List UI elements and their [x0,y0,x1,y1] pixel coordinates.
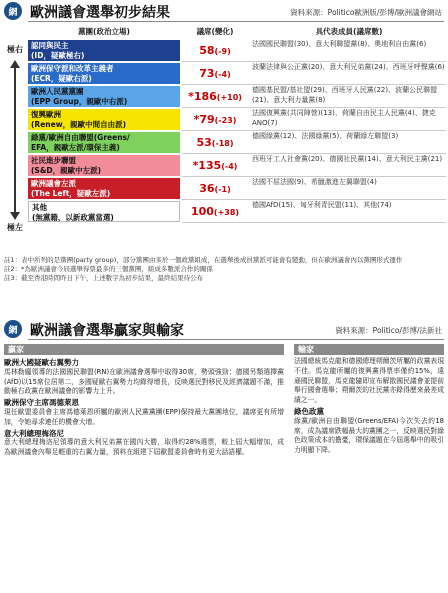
row-divider [182,176,446,177]
footnotes [4,256,444,283]
party-cell: 復興歐洲 (Renew，親歐中間自由派) [28,109,180,130]
members-cell: 法國復興黨(共同陣營)(13)、荷蘭自由民主人民黨(4)、捷克ANO(7) [252,109,436,127]
losers-article [294,357,444,591]
row-divider [182,84,446,85]
seats-change: (-4) [221,162,238,171]
article-subheading: 歐洲保守主席馮德萊恩 [4,398,79,408]
seats-cell [182,155,248,176]
table-row [28,178,446,200]
seats-value: 36 [199,182,215,195]
party-cell: 社民進步聯盟 (S&D，親歐中左派) [28,155,180,176]
column-header-party: 黨團(政治立場) [78,27,130,36]
table-row [28,63,446,85]
political-spectrum-axis [2,26,28,254]
article-paragraph: 馬林勒龐領導的法國國民聯盟(RN)在歐洲議會選舉中取得30席，勢頭強勁；德國另類選擇黨(AfD)以15席位居第二，多國疑歐右翼勢力均錄得增長，反映選民對移民及經濟議題不滿，推動極右政黨在歐洲議會的影響力上升。 [4,367,284,396]
table-row [28,155,446,177]
seats-value: *79 [193,113,215,126]
axis-label-far-left: 極左 [7,223,23,232]
members-cell: 波蘭法律與公正黨(20)、意大利兄弟黨(24)、西班牙呼聲黨(6) [252,63,445,71]
party-cell: 歐洲議會左派 (The Left，疑歐左派) [28,178,180,199]
footnote: 註1：表中所列的是黨團(party group)，部分黨團由多於一個政黨組成，在選舉後成員黨派可能會有變動，但在歐洲議會內以黨團形式運作 [4,256,403,264]
article-subheading: 歐洲大國疑歐右翼勢力 [4,358,79,367]
winners-article [4,357,284,591]
seats-change: (-23) [214,116,237,125]
table-row [28,40,446,62]
members-cell: 法國國民聯盟(30)、意大利聯盟黨(8)、奧地利自由黨(6) [252,40,427,48]
seats-cell [182,109,248,130]
party-cell: 歐洲人民黨黨團 (EPP Group，親歐中右派) [28,86,180,107]
winners-header: 贏家 [4,344,284,355]
losers-header: 輸家 [294,344,444,355]
seats-value: *186 [188,90,217,103]
seats-cell [182,40,248,61]
seats-cell [182,132,248,153]
row-divider [182,199,446,200]
footnote: 註3：截至香港時間昨日下午，上述數字為初步結果，最終結果待公布 [4,274,204,282]
party-cell: 其他 (無黨籍、以新政黨當選) [28,201,180,222]
row-divider [182,107,446,108]
article-paragraph: 現任歐盟委員會主席馮德萊恩所屬的歐洲人民黨黨團(EPP)保持最大黨團地位，議席更有所增加，令她尋求連任的機會大增。 [4,407,284,426]
table-row [28,86,446,108]
table-row [28,201,446,223]
arrow-down-icon [10,212,20,220]
row-divider [182,153,446,154]
seats-change: (+10) [216,93,242,102]
party-cell: 綠黨/歐洲自由聯盟(Greens/ EFA，親歐左派/環保主義) [28,132,180,153]
row-divider [182,61,446,62]
party-cell: 認同與民主 (ID，疑歐極右) [28,40,180,61]
header-rule [28,21,444,22]
source-credit: 資料來源：Politico歐洲版/彭博/歐洲議會網站 [290,8,442,17]
seats-change: (-4) [214,70,231,79]
members-cell: 德國AfD(15)、匈牙利青民盟(11)、其他(74) [252,201,392,209]
column-header-members: 具代表成員(議席數) [315,27,383,36]
article-paragraph: 綠黨/歐洲自由聯盟(Greens/EFA)今次失去約18席，成為議席跌幅最大的黨團之一，反映選民對綠色政策成本的擔憂，環保議題在今屆選舉中的吸引力明顯下降。 [294,416,444,455]
section-header-winners-losers [0,318,448,340]
section-title: 歐洲議會選舉初步結果 [30,5,170,21]
table-row [28,109,446,131]
seats-value: 58 [199,44,215,57]
axis-line [14,66,16,214]
section-title: 歐洲議會選舉贏家與輸家 [30,323,184,339]
header-rule [28,339,444,340]
members-cell: 西班牙工人社會黨(20)、德國社民黨(14)、意大利民主黨(21) [252,155,443,163]
article-paragraph: 法國總統馬克龍和德國總理朔爾茨所屬的政黨表現不佳。馬克龍所屬的復興黨得票率僅約15%，遠遜國民聯盟，馬克龍隨即宣布解散國民議會並提前舉行國會選舉；朔爾茨的社民黨亦錄得歷來最差成績之一。 [294,357,444,405]
section-logo-icon: 網 [4,320,22,338]
seats-change: (-18) [211,139,234,148]
seats-change: (-9) [214,47,231,56]
seats-value: 73 [199,67,215,80]
article-subheading: 意大利總理梅洛尼 [4,428,64,438]
axis-label-far-right: 極右 [7,45,23,54]
members-cell: 德國綠黨(12)、法國綠黨(5)、荷蘭綠左聯盟(3) [252,132,399,140]
seats-value: 53 [196,136,212,149]
article-subheading: 綠色政黨 [294,406,324,416]
members-cell: 法國不屈法國(9)、希臘激進左翼聯盟(4) [252,178,377,186]
table-row [28,132,446,154]
members-cell: 德國基民盟/基社盟(29)、西班牙人民黨(22)、波蘭公民聯盟(21)、意大利力量黨(8) [252,86,438,104]
seats-change: (+38) [213,208,240,217]
seats-cell [182,178,248,199]
seats-value: 100 [190,205,214,218]
section-header-results [0,0,448,22]
seats-cell [182,63,248,84]
source-credit: 資料來源：Politico/彭博/法新社 [335,326,442,335]
seats-cell [182,201,248,222]
seats-cell [182,86,248,107]
results-table [0,26,448,254]
row-divider [182,222,446,223]
seats-value: *135 [192,159,222,172]
row-divider [182,130,446,131]
seats-change: (-1) [214,185,231,194]
column-header-seats: 議席(變化) [196,27,234,36]
footnote: 註2：*為歐洲議會今屆選舉得票最多的三個黨團，組成多數派合作的關係 [4,265,213,273]
article-paragraph: 意大利總理梅洛尼領導的意大利兄弟黨在國內大勝，取得約28%選票，較上屆大幅增加，成為歐洲議會內舉足輕重的右翼力量，預料在組建下屆歐盟委員會時有更大話語權。 [4,438,284,457]
section-logo-icon: 網 [4,2,22,20]
party-cell: 歐洲保守派和改革主義者 (ECR，疑歐右派) [28,63,180,84]
